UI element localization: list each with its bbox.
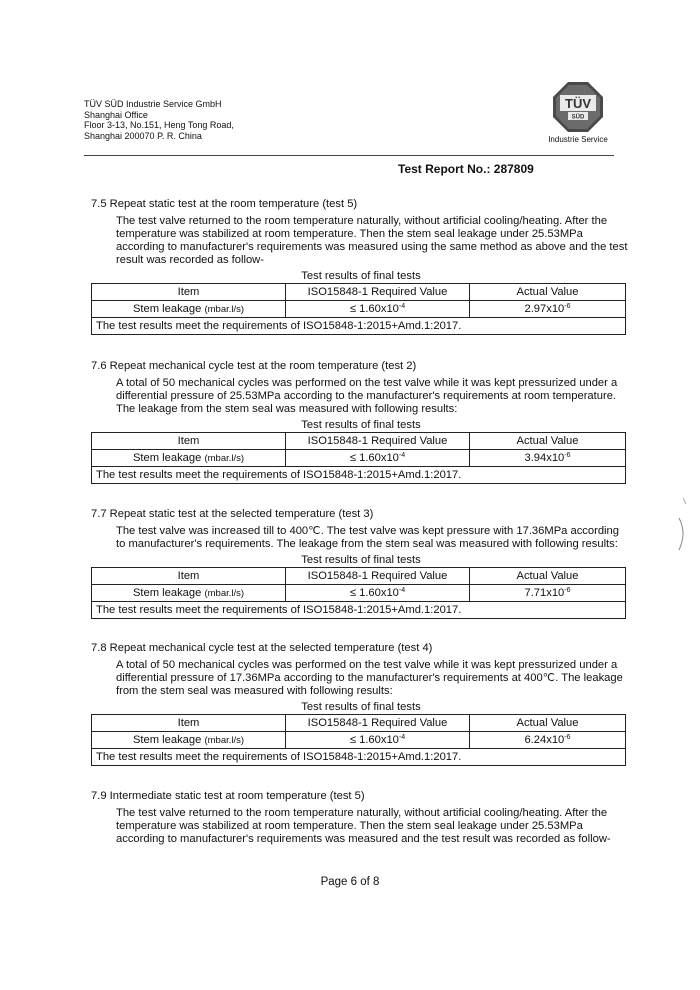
cell-actual-value: [470, 301, 626, 318]
section-title: 7.5 Repeat static test at the room temperature (test 5): [91, 198, 358, 210]
header-item: Item: [92, 715, 286, 732]
required-base: ≤ 1.60x10: [349, 734, 399, 746]
conclusion: The test results meet the requirements of ISO15848-1:2015+Amd.1:2017.: [92, 749, 626, 766]
cell-required-value: [286, 585, 470, 602]
header-actual-value: Actual Value: [470, 568, 626, 585]
item-name: Stem leakage: [132, 303, 202, 315]
scan-edge-mark: [677, 488, 689, 578]
item-unit: (mbar.l/s): [204, 588, 245, 599]
header-required-value: ISO15848-1 Required Value: [286, 568, 470, 585]
report-number: Test Report No.: 287809: [398, 162, 534, 176]
header-divider: [84, 155, 614, 156]
header-item: Item: [92, 433, 286, 450]
header-actual-value: Actual Value: [470, 433, 626, 450]
header-actual-value: Actual Value: [470, 284, 626, 301]
table-header-row: [92, 568, 626, 585]
cell-item: [92, 301, 286, 318]
address-line: TÜV SÜD Industrie Service GmbH: [84, 99, 222, 109]
header-item: Item: [92, 568, 286, 585]
tuv-octagon-icon: [552, 81, 604, 133]
table-row: [92, 585, 626, 602]
required-exponent: -4: [398, 734, 406, 741]
actual-exponent: -6: [564, 587, 571, 594]
header-item: Item: [92, 284, 286, 301]
table-summary-row: [92, 467, 626, 484]
item-name: Stem leakage: [132, 734, 202, 746]
required-exponent: -4: [398, 587, 406, 594]
address-line: Shanghai 200070 P. R. China: [84, 130, 202, 141]
results-table: [91, 567, 626, 619]
actual-exponent: -6: [564, 452, 571, 459]
logo-caption: Industrie Service: [548, 135, 608, 144]
table-row: [92, 301, 626, 318]
conclusion: The test results meet the requirements of ISO15848-1:2015+Amd.1:2017.: [92, 318, 626, 335]
table-summary-row: [92, 602, 626, 619]
section-body: The test valve returned to the room temperature naturally, without artificial cooling/heating. After the temperature was stabilized at room temperature. Then the stem seal leakage under 25.53MPa according to manufacturer's requirements was measured using the same method as above and the test result was recorded as follow-: [116, 215, 628, 266]
table-summary-row: [92, 749, 626, 766]
header-required-value: ISO15848-1 Required Value: [286, 284, 470, 301]
table-caption: Test results of final tests: [301, 270, 421, 282]
section-body: A total of 50 mechanical cycles was performed on the test valve while it was kept pressurized under a differential pressure of 25.53MPa according to the manufacturer's requirements at room temperature. The leakage from the stem seal was measured with following results:: [116, 377, 618, 415]
item-unit: (mbar.l/s): [204, 735, 245, 746]
section-title: 7.9 Intermediate static test at room temperature (test 5): [91, 790, 365, 802]
section-title: 7.6 Repeat mechanical cycle test at the room temperature (test 2): [91, 360, 417, 372]
company-address: [84, 99, 234, 141]
header-required-value: ISO15848-1 Required Value: [286, 433, 470, 450]
table-header-row: [92, 433, 626, 450]
actual-exponent: -6: [564, 303, 571, 310]
section-7-9: [91, 789, 631, 846]
cell-required-value: [286, 450, 470, 467]
table-caption: Test results of final tests: [301, 554, 421, 566]
actual-base: 3.94x10: [524, 452, 565, 464]
header-required-value: ISO15848-1 Required Value: [286, 715, 470, 732]
cell-item: [92, 450, 286, 467]
conclusion: The test results meet the requirements of ISO15848-1:2015+Amd.1:2017.: [92, 602, 626, 619]
item-unit: (mbar.l/s): [204, 453, 245, 464]
cell-actual-value: [470, 585, 626, 602]
section-7-7: [91, 507, 631, 619]
table-row: [92, 732, 626, 749]
tuv-sud-logo: [545, 81, 611, 144]
table-summary-row: [92, 318, 626, 335]
section-7-5: [91, 197, 631, 335]
section-body: The test valve was increased till to 400℃. The test valve was kept pressure with 17.36MPa according to manufacturer's requirements. The leakage from the stem seal was measured with following results:: [116, 525, 619, 550]
cell-actual-value: [470, 732, 626, 749]
required-base: ≤ 1.60x10: [349, 303, 399, 315]
section-7-6: [91, 359, 631, 484]
results-table: [91, 283, 626, 335]
cell-required-value: [286, 732, 470, 749]
actual-exponent: -6: [564, 734, 571, 741]
item-unit: (mbar.l/s): [204, 304, 245, 315]
table-caption: Test results of final tests: [301, 419, 421, 431]
table-caption: Test results of final tests: [301, 701, 421, 713]
section-title: 7.8 Repeat mechanical cycle test at the selected temperature (test 4): [91, 642, 433, 654]
section-body: The test valve returned to the room temperature naturally, without artificial cooling/heating. After the temperature was stabilized at room temperature. Then the stem seal leakage under 25.53MPa according to manufacturer's requirements was measured and the test result was recorded as follow-: [116, 807, 611, 845]
page-number: Page 6 of 8: [320, 876, 380, 888]
address-line: Shanghai Office: [84, 109, 148, 120]
results-table: [91, 714, 626, 766]
cell-actual-value: [470, 450, 626, 467]
actual-base: 6.24x10: [524, 734, 565, 746]
section-title: 7.7 Repeat static test at the selected temperature (test 3): [91, 508, 374, 520]
item-name: Stem leakage: [132, 452, 202, 464]
logo-subtext: SÜD: [571, 114, 585, 121]
section-body: A total of 50 mechanical cycles was performed on the test valve while it was kept pressurized under a differential pressure of 17.36MPa according to the manufacturer's requirements at 400℃. The leakage from the stem seal was measured with following results:: [116, 659, 623, 697]
table-header-row: [92, 284, 626, 301]
required-base: ≤ 1.60x10: [349, 587, 399, 599]
cell-item: [92, 732, 286, 749]
actual-base: 7.71x10: [524, 587, 565, 599]
cell-item: [92, 585, 286, 602]
header-actual-value: Actual Value: [470, 715, 626, 732]
table-header-row: [92, 715, 626, 732]
actual-base: 2.97x10: [524, 303, 565, 315]
logo-text: TÜV: [565, 96, 591, 111]
required-base: ≤ 1.60x10: [349, 452, 399, 464]
table-row: [92, 450, 626, 467]
cell-required-value: [286, 301, 470, 318]
section-7-8: [91, 641, 631, 766]
required-exponent: -4: [398, 452, 406, 459]
item-name: Stem leakage: [132, 587, 202, 599]
results-table: [91, 432, 626, 484]
address-line: Floor 3-13, No.151, Heng Tong Road,: [84, 120, 234, 130]
required-exponent: -4: [398, 303, 406, 310]
conclusion: The test results meet the requirements of ISO15848-1:2015+Amd.1:2017.: [92, 467, 626, 484]
